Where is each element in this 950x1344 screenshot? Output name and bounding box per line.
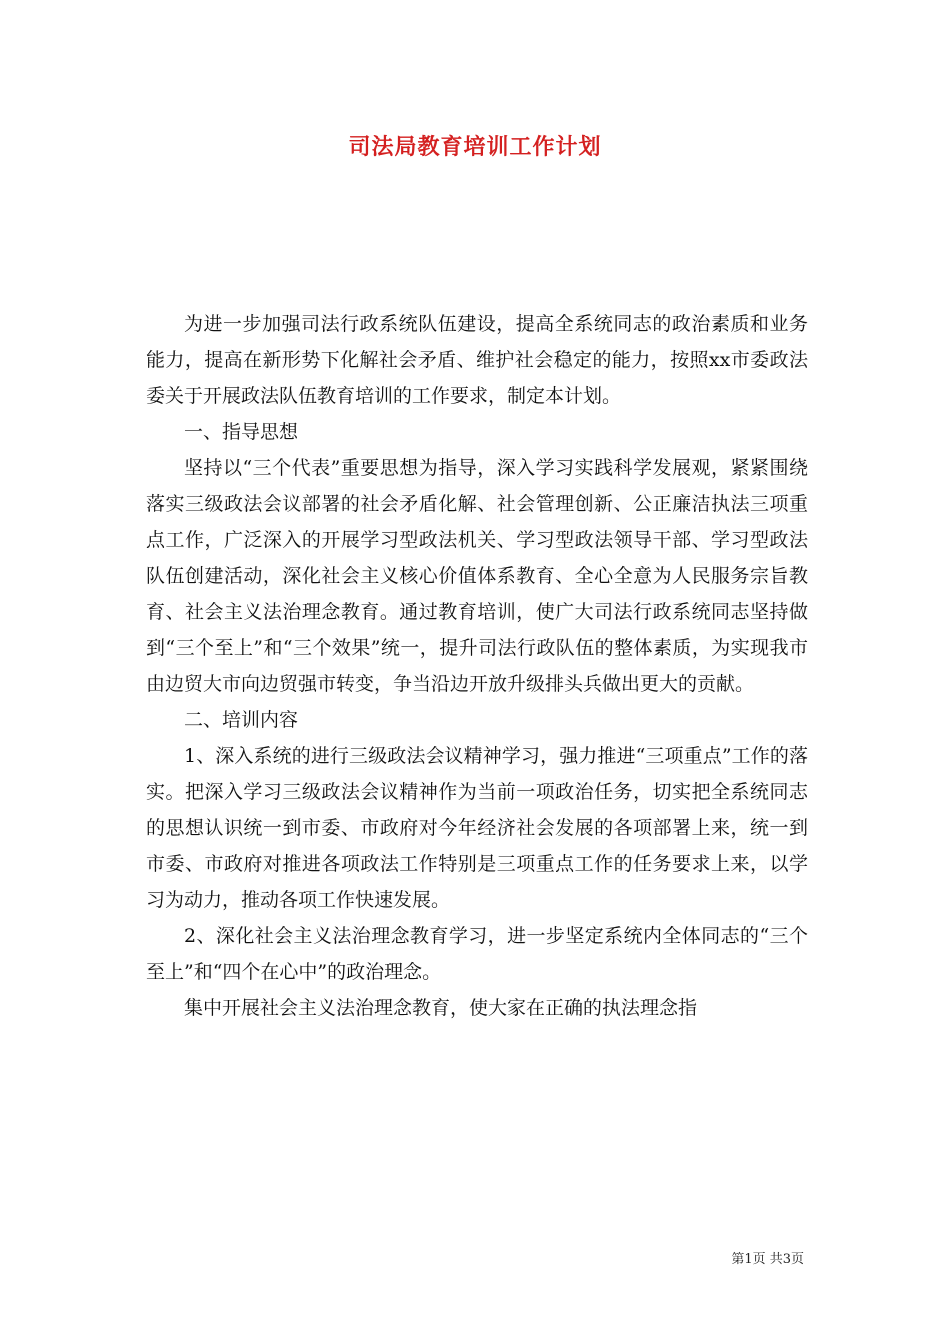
section-heading-guiding-ideology: 一、指导思想 [184, 421, 299, 443]
document-title: 司法局教育培训工作计划 [348, 134, 602, 160]
paragraph-content-item-2: 2、深化社会主义法治理念教育学习，进一步坚定系统内全体同志的“三个至上”和“四个在心中”的政治理念。 [146, 925, 808, 983]
page-number-footer: 第1页 共3页 [731, 1252, 804, 1267]
paragraph-content-continued: 集中开展社会主义法治理念教育，使大家在正确的执法理念指 [184, 997, 698, 1019]
section-heading-training-content: 二、培训内容 [184, 709, 299, 731]
paragraph-intro: 为进一步加强司法行政系统队伍建设，提高全系统同志的政治素质和业务能力，提高在新形势下化解社会矛盾、维护社会稳定的能力，按照xx市委政法委关于开展政法队伍教育培训的工作要求，制定本计划。 [146, 313, 808, 407]
paragraph-content-item-1: 1、深入系统的进行三级政法会议精神学习，强力推进“三项重点”工作的落实。把深入学习三级政法会议精神作为当前一项政治任务，切实把全系统同志的思想认识统一到市委、市政府对今年经济社会发展的各项部署上来，统一到市委、市政府对推进各项政法工作特别是三项重点工作的任务要求上来，以学习为动力，推动各项工作快速发展。 [146, 745, 808, 911]
document-body [146, 306, 808, 1026]
paragraph-guiding-ideology: 坚持以“三个代表”重要思想为指导，深入学习实践科学发展观，紧紧围绕落实三级政法会议部署的社会矛盾化解、社会管理创新、公正廉洁执法三项重点工作，广泛深入的开展学习型政法机关、学习型政法领导干部、学习型政法队伍创建活动，深化社会主义核心价值体系教育、全心全意为人民服务宗旨教育、社会主义法治理念教育。通过教育培训，使广大司法行政系统同志坚持做到“三个至上”和“三个效果”统一，提升司法行政队伍的整体素质，为实现我市由边贸大市向边贸强市转变，争当沿边开放升级排头兵做出更大的贡献。 [146, 457, 808, 695]
